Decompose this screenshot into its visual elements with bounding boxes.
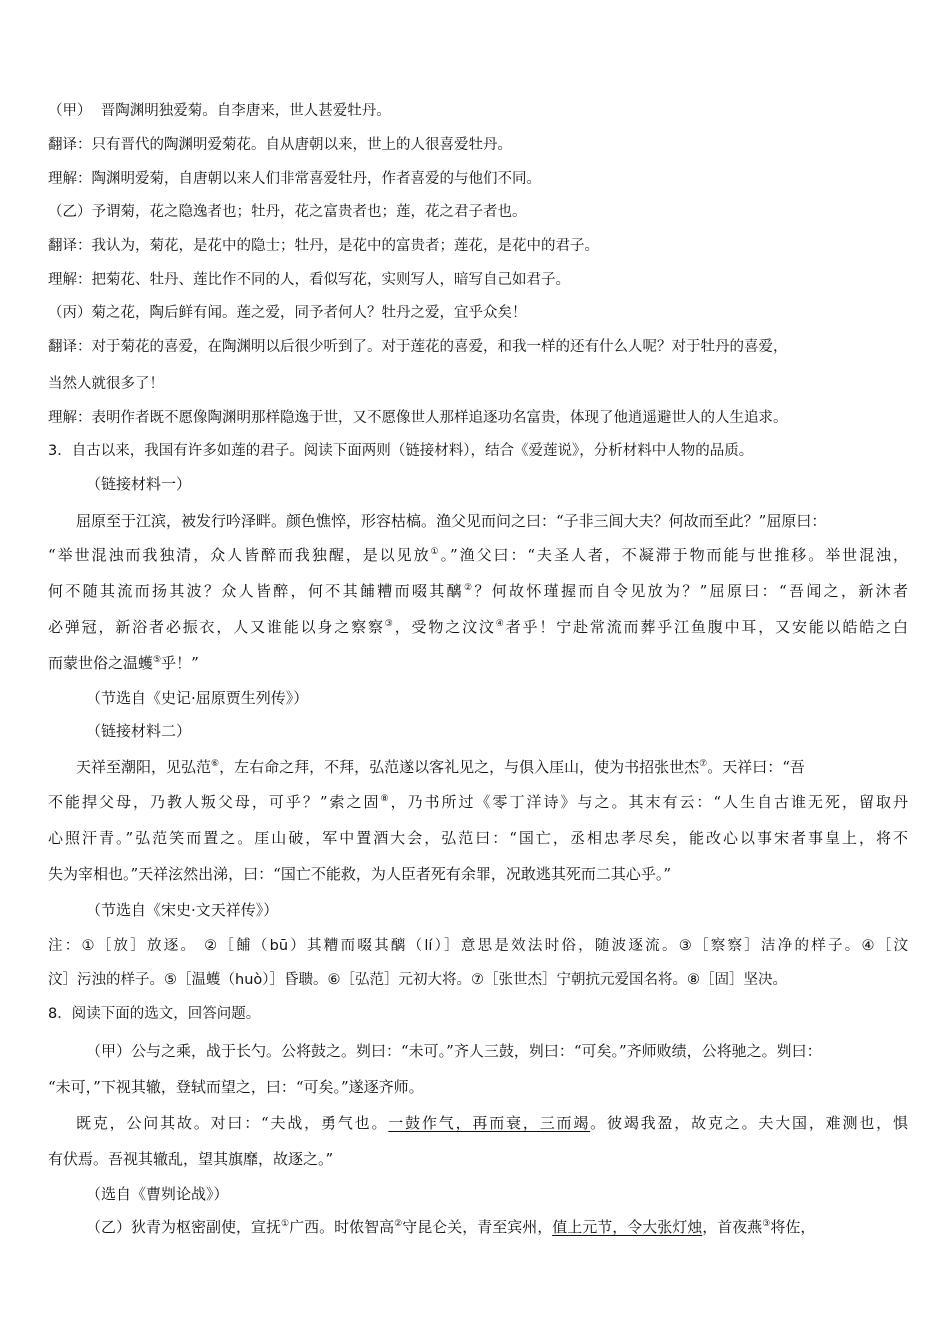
text-run: ，首夜燕	[702, 1218, 763, 1236]
passage-bing-original: （丙）菊之花，陶后鲜有闻。莲之爱，同予者何人？牡丹之爱，宜乎众矣！	[48, 305, 527, 321]
q8-jia-line-2: “未可，”下视其辙，登轼而望之，曰：“可矣。”遂逐齐师。	[48, 1078, 424, 1096]
text-run: 。”渔父曰：“夫圣人者，不凝滞于物而能与世推移。举世混浊，	[440, 546, 908, 564]
text-run: 而蒙世俗之温蠖	[48, 654, 154, 672]
text-run: 乎！”	[161, 654, 199, 672]
text-run: 守昆仑关，青至宾州，	[402, 1218, 553, 1236]
text-run: ，左右命之拜，不拜，弘范遂以客礼见之，与俱入厓山，使为书招张世杰	[219, 758, 700, 776]
passage-bing-translation-1: 翻译：对于菊花的喜爱，在陶渊明以后很少听到了。对于莲花的喜爱，和我一样的还有什么人呢？对于牡丹的喜爱，	[48, 339, 788, 355]
question-3-prompt: 3．自古以来，我国有许多如莲的君子。阅读下面两则（链接材料），结合《爱莲说》，分析材料中人物的品质。	[48, 443, 754, 459]
passage-jia-understanding: 理解：陶渊明爱菊，自唐朝以来人们非常喜爱牡丹，作者喜爱的与他们不同。	[48, 171, 541, 187]
material-two-line-2	[48, 792, 908, 812]
text-run: ，乃书所过《零丁洋诗》与之。其末有云：“人生自古谁无死，留取丹	[390, 793, 908, 811]
text-run: ，受物之汶汶	[394, 618, 496, 636]
q8-jia-line-4: 有伏焉。吾视其辙乱，望其旗靡，故逐之。”	[48, 1150, 334, 1168]
text-run: 何不随其流而扬其波？众人皆醉，何不其餔糟而啜其醨	[48, 582, 464, 600]
text-run: 。彼竭我盈，故克之。夫大国，难测也，惧	[590, 1114, 908, 1132]
material-one-line-2	[48, 545, 908, 565]
passage-yi-translation: 翻译：我认为，菊花，是花中的隐士；牡丹，是花中的富贵者；莲花，是花中的君子。	[48, 238, 599, 254]
q8-yi-line-1	[86, 1217, 908, 1237]
note-marker-2: ②	[463, 583, 475, 593]
material-one-line-5	[48, 653, 908, 673]
text-run: 将佐，	[770, 1218, 816, 1236]
material-one-source: （节选自《史记·屈原贾生列传》）	[86, 689, 309, 707]
notes-line-2: 汶］污浊的样子。⑤［温蠖（huò）］昏聩。⑥［弘范］元初大将。⑦［张世杰］宁朝抗元爱国名将。⑧［固］坚决。	[48, 972, 787, 988]
note-marker-2: ②	[394, 1219, 403, 1229]
note-marker-8: ⑧	[380, 794, 391, 804]
underlined-phrase: 一鼓作气，再而衰，三而竭	[388, 1114, 591, 1132]
q8-jia-line-3	[76, 1113, 908, 1133]
text-run: 广西。时侬智高	[289, 1218, 395, 1236]
text-run: 不能捍父母，乃教人叛父母，可乎？”索之固	[48, 793, 381, 811]
note-marker-6: ⑥	[211, 759, 220, 769]
text-run: “举世混浊而我独清，众人皆醉而我独醒，是以见放	[48, 546, 431, 564]
note-marker-3: ③	[384, 619, 395, 629]
material-one-line-3	[48, 581, 908, 601]
note-marker-4: ④	[495, 619, 506, 629]
material-two-heading: （链接材料二）	[86, 722, 192, 740]
question-8-prompt: 8．阅读下面的选文，回答问题。	[48, 1006, 261, 1022]
passage-jia-translation: 翻译：只有晋代的陶渊明爱菊花。自从唐朝以来，世上的人很喜爱牡丹。	[48, 137, 512, 153]
jia-text: 晋陶渊明独爱菊。自李唐来，世人甚爱牡丹。	[100, 103, 391, 119]
text-run: 天祥至潮阳，见弘范	[76, 758, 212, 776]
note-marker-7: ⑦	[699, 759, 708, 769]
passage-yi-understanding: 理解：把菊花、牡丹、莲比作不同的人，看似写花，实则写人，暗写自己如君子。	[48, 272, 570, 288]
text-run: 。天祥曰：“吾	[707, 758, 805, 776]
label-jia: （甲）	[48, 103, 92, 119]
note-marker-3: ③	[762, 1219, 771, 1229]
q8-jia-line-1: （甲）公与之乘，战于长勺。公将鼓之。刿曰：“未可。”齐人三鼓，刿曰：“可矣。”齐师败绩，公将驰之。刿曰：	[86, 1042, 822, 1060]
material-one-heading: （链接材料一）	[86, 475, 192, 493]
notes-line-1: 注：①［放］放逐。 ②［餔（bū）其糟而啜其醨（lí）］意思是效法时俗，随波逐流。③［察察］洁净的样子。④［汶	[48, 938, 908, 954]
underlined-phrase: 值上元节，令大张灯烛	[552, 1218, 703, 1236]
text-run: 既克，公问其故。对曰：“夫战，勇气也。	[76, 1114, 389, 1132]
passage-bing-understanding: 理解：表明作者既不愿像陶渊明那样隐逸于世，又不愿像世人那样追逐功名富贵，体现了他逍遥避世人的人生追求。	[48, 410, 788, 426]
material-two-source: （节选自《宋史·文天祥传》）	[86, 901, 279, 919]
text-run: （乙）狄青为枢密副使，宣抚	[86, 1218, 282, 1236]
q8-jia-source: （选自《曹刿论战》）	[86, 1185, 229, 1203]
material-one-line-4	[48, 617, 908, 637]
text-run: 必弹冠，新浴者必振衣，人又谁能以身之察察	[48, 618, 385, 636]
text-run: 者乎！宁赴常流而葬乎江鱼腹中耳，又安能以皓皓之白	[505, 618, 908, 636]
material-two-line-1	[76, 757, 908, 777]
text-run: ？何故怀瑾握而自令见放为？”屈原曰：“吾闻之，新沐者	[474, 582, 908, 600]
note-marker-5: ⑤	[153, 655, 162, 665]
material-two-line-4: 失为宰相也。”天祥泫然出涕，曰：“国亡不能救，为人臣者死有余罪，况敢逃其死而二其心乎。”	[48, 865, 672, 883]
note-marker-1: ①	[430, 547, 441, 557]
material-one-line-1: 屈原至于江滨，被发行吟泽畔。颜色憔悴，形容枯槁。渔父见而问之曰：“子非三闾大夫？何故而至此？”屈原曰：	[76, 512, 827, 530]
passage-yi-original: （乙）予谓菊，花之隐逸者也；牡丹，花之富贵者也；莲，花之君子者也。	[48, 204, 527, 220]
passage-jia-original	[48, 101, 908, 121]
note-marker-1: ①	[281, 1219, 290, 1229]
passage-bing-translation-2: 当然人就很多了！	[48, 376, 164, 392]
material-two-line-3: 心照汗青。”弘范笑而置之。厓山破，军中置酒大会，弘范曰：“国亡，丞相忠孝尽矣，能改心以事宋者事皇上，将不	[48, 829, 908, 847]
